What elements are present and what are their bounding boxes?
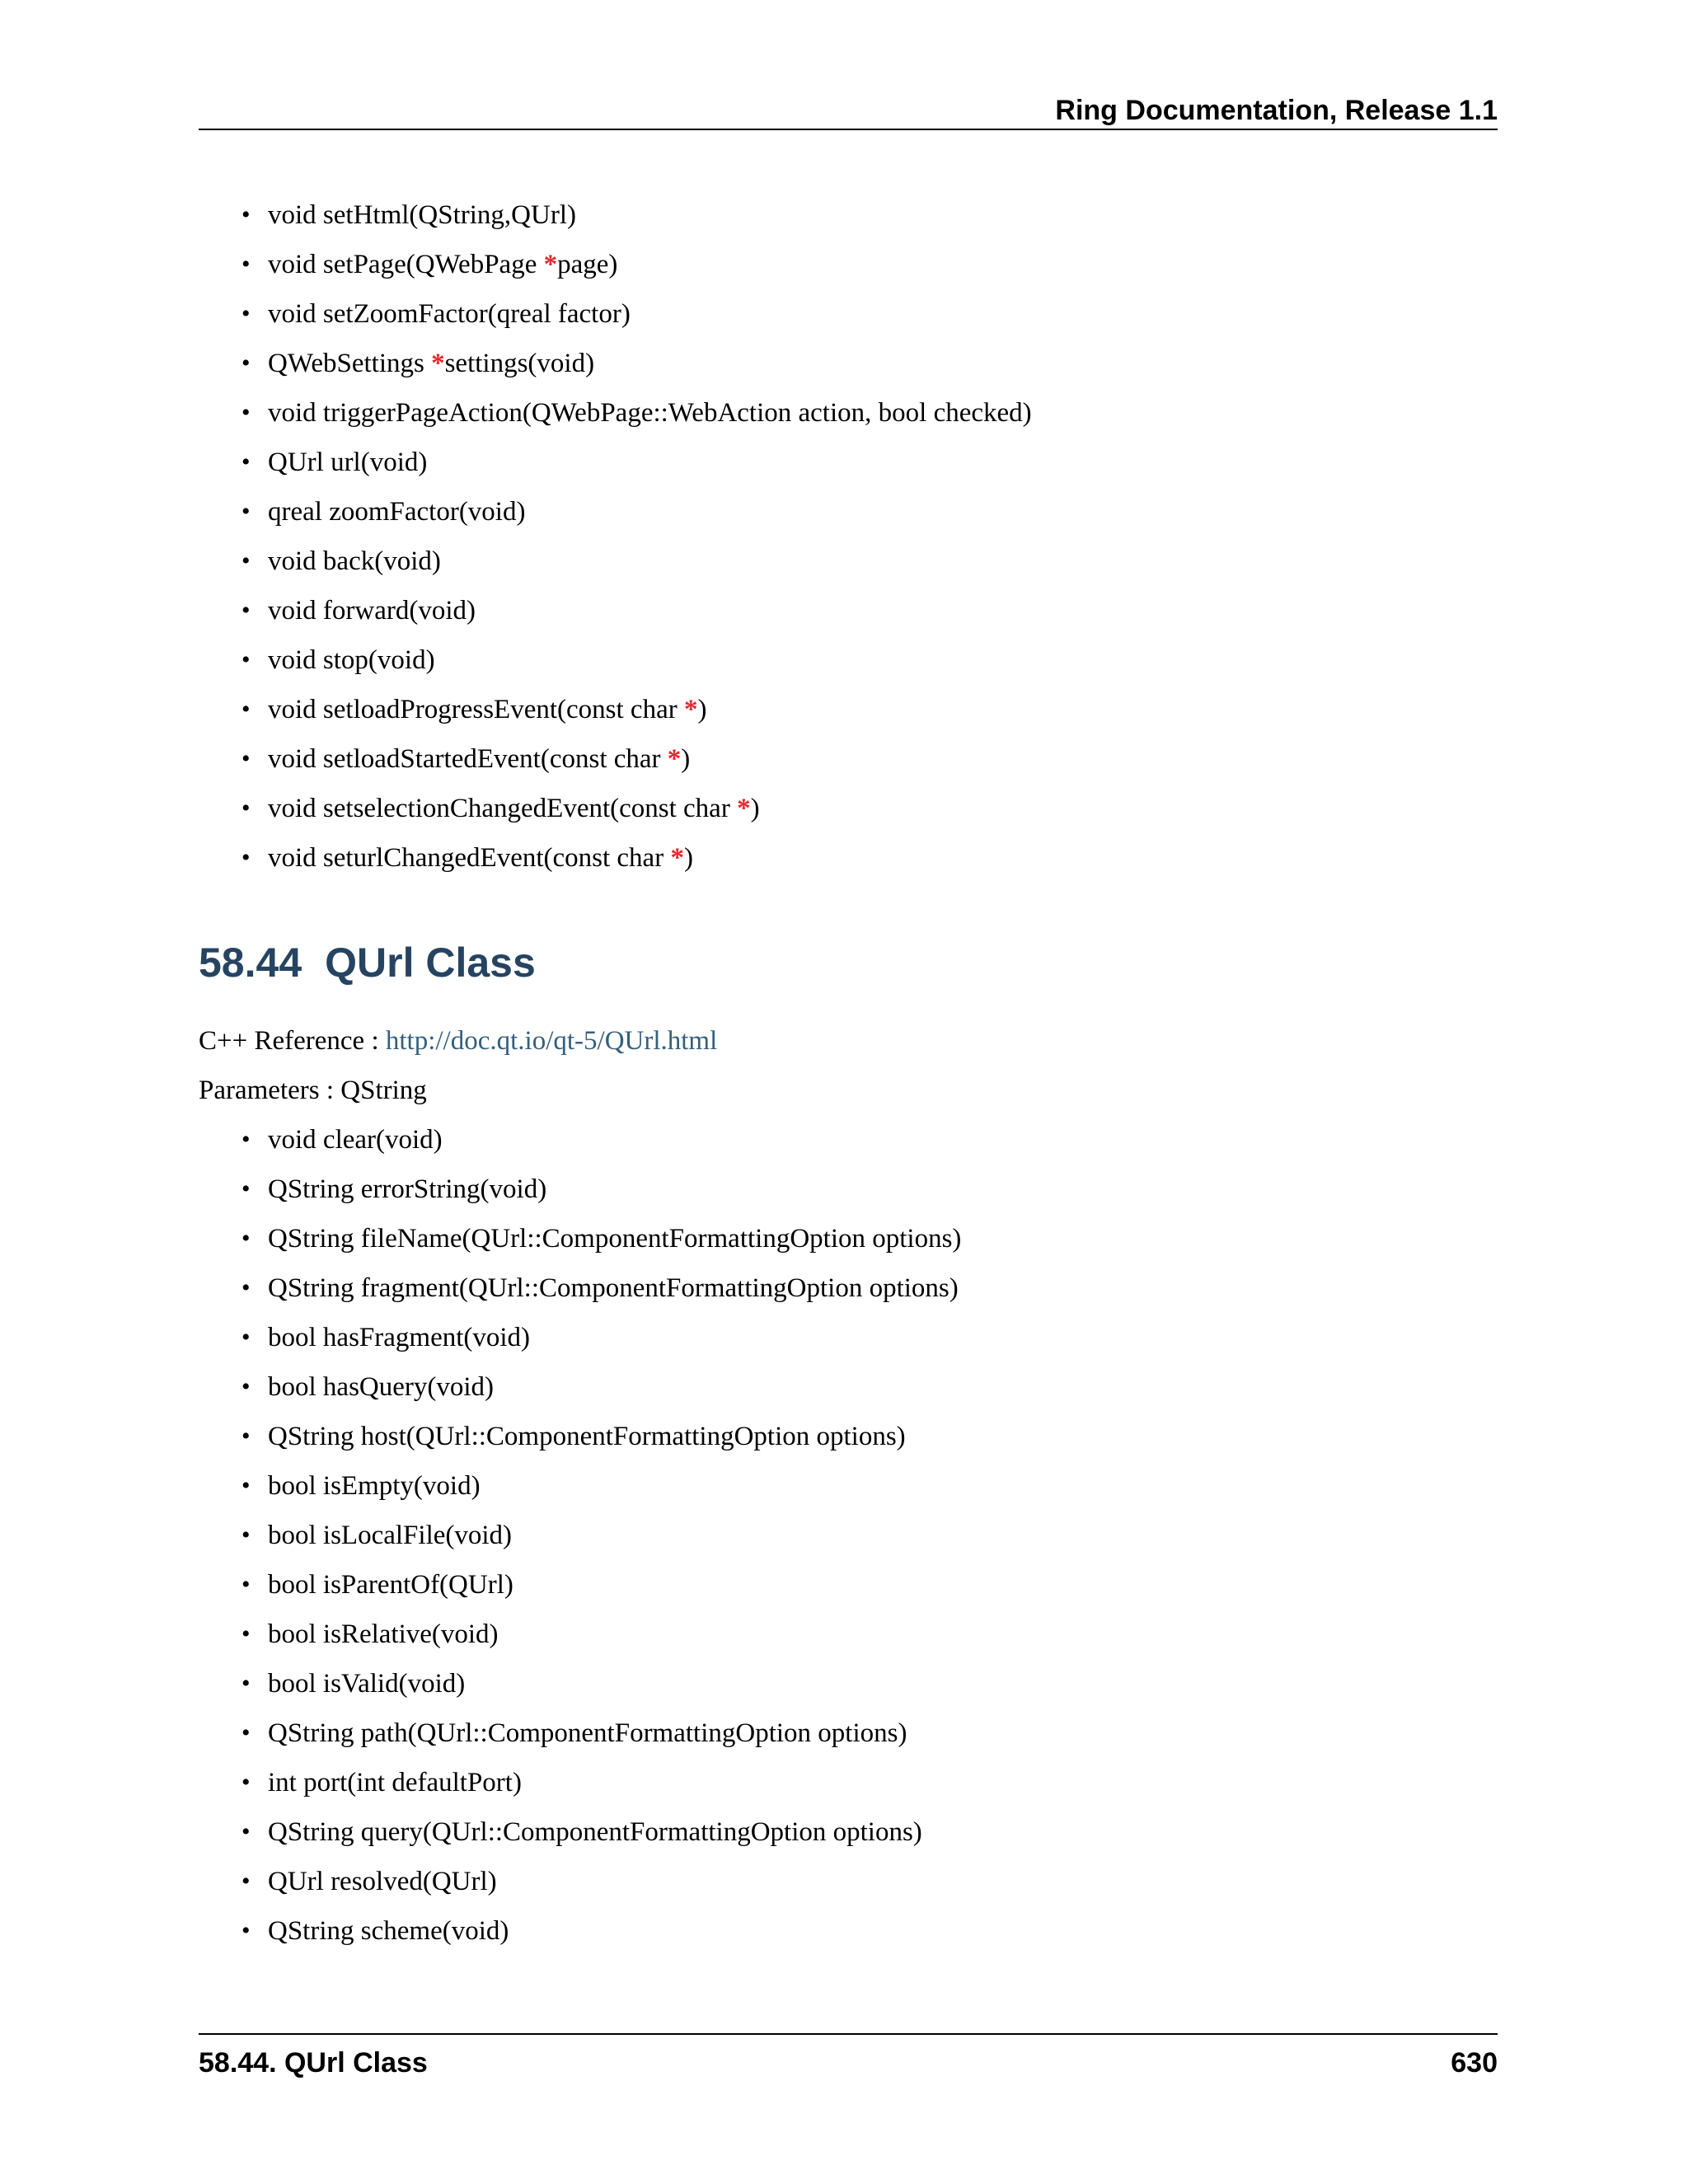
- list-item: [199, 1313, 961, 1362]
- method-signature-text: bool isLocalFile(void): [268, 1521, 513, 1550]
- list-item: [199, 1263, 961, 1313]
- webview-method-list: [199, 190, 1032, 883]
- list-item: [199, 1610, 961, 1659]
- method-signature-text: QString query(QUrl::ComponentFormattingOption options): [268, 1817, 922, 1847]
- list-item: [199, 388, 1032, 438]
- cpp-reference-line: [199, 1016, 717, 1066]
- list-item: [199, 1708, 961, 1758]
- section-heading: [199, 936, 536, 989]
- list-item: [199, 1758, 961, 1807]
- list-item: [199, 1857, 961, 1906]
- pointer-star: *: [683, 695, 698, 724]
- list-item: [199, 289, 1032, 339]
- list-item: [199, 1412, 961, 1461]
- method-signature-text: void seturlChangedEvent(const char: [268, 843, 671, 873]
- pointer-star: *: [670, 843, 684, 873]
- method-signature-text: void triggerPageAction(QWebPage::WebAction action, bool checked): [268, 398, 1032, 428]
- method-signature-text: int port(int defaultPort): [268, 1768, 522, 1797]
- header-title: Ring Documentation, Release 1.1: [1055, 95, 1498, 126]
- method-signature-text: bool isParentOf(QUrl): [268, 1570, 513, 1600]
- method-signature-text: bool isValid(void): [268, 1669, 466, 1699]
- method-signature-text: void setHtml(QString,QUrl): [268, 200, 576, 230]
- parameters-line: [199, 1066, 427, 1115]
- list-item: [199, 339, 1032, 388]
- method-signature-text: QUrl url(void): [268, 448, 428, 477]
- method-signature-text: bool isEmpty(void): [268, 1471, 481, 1501]
- list-item: [199, 833, 1032, 883]
- method-signature-text: ): [750, 794, 760, 823]
- method-signature-text: ): [683, 843, 693, 873]
- list-item: [199, 1807, 961, 1857]
- method-signature-text: QUrl resolved(QUrl): [268, 1867, 497, 1896]
- method-signature-text: QString fragment(QUrl::ComponentFormattingOption options): [268, 1273, 959, 1303]
- method-signature-text: void clear(void): [268, 1125, 443, 1155]
- reference-link[interactable]: http://doc.qt.io/qt-5/QUrl.html: [385, 1026, 718, 1056]
- list-item: [199, 1906, 961, 1956]
- method-signature-text: QString scheme(void): [268, 1916, 509, 1946]
- method-signature-text: page): [557, 250, 618, 279]
- list-item: [199, 1461, 961, 1511]
- qurl-method-list: [199, 1115, 961, 1956]
- list-item: [199, 586, 1032, 635]
- method-signature-text: qreal zoomFactor(void): [268, 497, 526, 527]
- method-signature-text: bool hasFragment(void): [268, 1323, 531, 1352]
- list-item: [199, 1362, 961, 1412]
- method-signature-text: void setselectionChangedEvent(const char: [268, 794, 738, 823]
- list-item: [199, 685, 1032, 734]
- list-item: [199, 1560, 961, 1610]
- method-signature-text: QString path(QUrl::ComponentFormattingOption options): [268, 1718, 907, 1748]
- method-signature-text: void setZoomFactor(qreal factor): [268, 299, 631, 329]
- list-item: [199, 1214, 961, 1263]
- list-item: [199, 1511, 961, 1560]
- page-header: [199, 91, 1498, 130]
- footer-section: 58.44. QUrl Class: [199, 2047, 428, 2079]
- list-item: [199, 240, 1032, 289]
- method-signature-text: ): [697, 695, 707, 724]
- list-item: [199, 1659, 961, 1708]
- pointer-star: *: [737, 794, 751, 823]
- list-item: [199, 784, 1032, 833]
- list-item: [199, 438, 1032, 487]
- method-signature-text: bool isRelative(void): [268, 1619, 499, 1649]
- method-signature-text: QString host(QUrl::ComponentFormattingOption options): [268, 1422, 906, 1451]
- page-footer: [199, 2033, 1498, 2083]
- method-signature-text: void forward(void): [268, 596, 476, 626]
- section-title: QUrl Class: [325, 940, 536, 986]
- pointer-star: *: [431, 349, 445, 378]
- list-item: [199, 1115, 961, 1165]
- section-number: 58.44: [199, 940, 302, 986]
- method-signature-text: settings(void): [444, 349, 595, 378]
- parameters-label: Parameters : QString: [199, 1076, 427, 1105]
- method-signature-text: void setPage(QWebPage: [268, 250, 544, 279]
- page-number: 630: [1451, 2047, 1498, 2079]
- pointer-star: *: [667, 744, 682, 774]
- method-signature-text: ): [681, 744, 691, 774]
- pointer-star: *: [543, 250, 558, 279]
- method-signature-text: void setloadProgressEvent(const char: [268, 695, 684, 724]
- method-signature-text: void setloadStartedEvent(const char: [268, 744, 668, 774]
- method-signature-text: void back(void): [268, 546, 441, 576]
- method-signature-text: QWebSettings: [268, 349, 432, 378]
- method-signature-text: bool hasQuery(void): [268, 1372, 495, 1402]
- list-item: [199, 537, 1032, 586]
- list-item: [199, 487, 1032, 537]
- reference-label: C++ Reference :: [199, 1026, 386, 1056]
- method-signature-text: QString fileName(QUrl::ComponentFormattingOption options): [268, 1224, 962, 1254]
- list-item: [199, 635, 1032, 685]
- list-item: [199, 1165, 961, 1214]
- list-item: [199, 190, 1032, 240]
- list-item: [199, 734, 1032, 784]
- method-signature-text: QString errorString(void): [268, 1174, 547, 1204]
- method-signature-text: void stop(void): [268, 645, 435, 675]
